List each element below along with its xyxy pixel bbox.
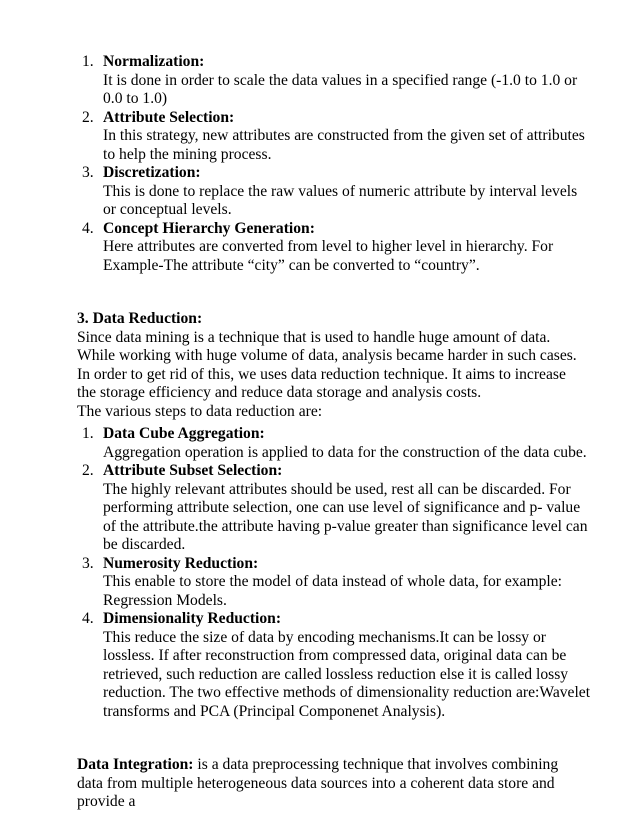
data-integration-term: Data Integration: — [77, 756, 194, 773]
item-title: Attribute Subset Selection: — [103, 462, 283, 479]
section-intro-paragraph: Since data mining is a technique that is used to handle huge amount of data. While working with huge volume of data, analysis became harder in such cases. In order to get rid of this, we uses data reduction technique. It aims to increase the storage efficiency and reduce data storage and analysis costs. — [77, 328, 577, 401]
list-number: 3. — [82, 554, 94, 572]
list-item — [77, 164, 593, 220]
item-title: Normalization: — [103, 53, 205, 70]
list-item — [77, 425, 593, 462]
list-item — [77, 555, 593, 611]
list-number: 2. — [82, 108, 94, 126]
list-item — [77, 610, 593, 721]
item-title: Numerosity Reduction: — [103, 554, 259, 572]
item-description: Here attributes are converted from level to higher level in hierarchy. For Example-The attribute “city” can be converted to “country”. — [103, 238, 554, 274]
item-description: Aggregation operation is applied to data for the construction of the data cube. — [103, 443, 587, 461]
item-description: This enable to store the model of data instead of whole data, for example: Regression Models. — [103, 573, 562, 609]
item-title: Dimensionality Reduction: — [103, 610, 282, 627]
item-title: Data Cube Aggregation: — [103, 425, 265, 442]
data-integration-paragraph — [77, 756, 577, 812]
list-number: 2. — [82, 462, 94, 479]
list-item — [77, 220, 593, 276]
list-item — [77, 109, 593, 165]
item-title: Attribute Selection: — [103, 108, 235, 126]
transformation-list — [77, 53, 638, 275]
item-description: In this strategy, new attributes are constructed from the given set of attributes to help the mining process. — [103, 127, 585, 163]
item-description: The highly relevant attributes should be used, rest all can be discarded. For performing attribute selection, one can use level of significance and p- value of the attribute.the attribute having p-value greater than significance level can be discarded. — [103, 480, 588, 553]
list-number: 4. — [82, 219, 94, 237]
steps-intro: The various steps to data reduction are: — [77, 402, 323, 420]
section-heading-data-reduction: 3. Data Reduction: — [77, 310, 203, 327]
item-description: This is done to replace the raw values of numeric attribute by interval levels or conceptual levels. — [103, 182, 578, 218]
data-integration-text: is a data preprocessing technique that involves combining data from multiple heterogeneous data sources into a coherent data store and provide a — [77, 756, 559, 810]
list-number: 1. — [82, 53, 94, 70]
item-title: Concept Hierarchy Generation: — [103, 219, 315, 237]
item-description: This reduce the size of data by encoding mechanisms.It can be lossy or lossless. If after reconstruction from compressed data, original data can be retrieved, such reduction are called lossless reduction else it is called lossy reduction. The two effective methods of dimensionality reduction are:Wavelet transforms and PCA (Principal Componenet Analysis). — [103, 628, 591, 720]
list-number: 4. — [82, 610, 94, 627]
list-item — [77, 53, 593, 109]
item-title: Discretization: — [103, 164, 201, 181]
list-item — [77, 462, 593, 555]
reduction-steps-list — [77, 425, 638, 721]
list-number: 3. — [82, 164, 94, 181]
item-description: It is done in order to scale the data values in a specified range (-1.0 to 1.0 or 0.0 to 1.0) — [103, 71, 578, 107]
list-number: 1. — [82, 425, 94, 442]
